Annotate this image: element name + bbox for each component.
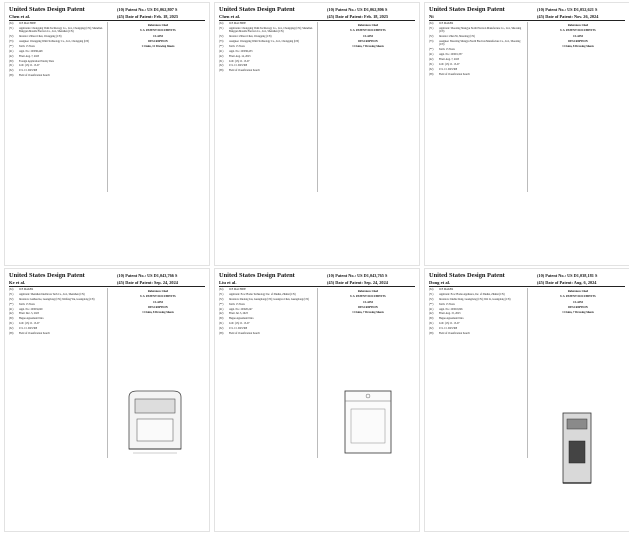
field-code: (73) [429,39,434,43]
field-code: (**) [219,44,224,48]
field-value: Field of Classification Search [229,332,260,336]
patent-number-value: US D1,038,181 S [567,273,598,278]
date-value: Sep. 24, 2024 [154,279,178,285]
field-code: (58) [429,72,434,76]
bibliographic-field [219,317,313,320]
drawing-sheets-caption: 1 Claim, 12 Drawing Sheets [141,45,175,49]
bibliographic-field [429,68,523,71]
claim-heading: CLAIM [153,34,163,38]
field-code: (30) [429,317,434,321]
right-column [531,22,625,50]
date-label: (45) Date of Patent: [537,13,574,19]
patent-number-label: (10) Patent No.: [537,7,568,12]
field-code: (72) [429,35,434,39]
field-value: Field of Classification Search [229,69,260,73]
drawing-sheets-caption: 1 Claim, 7 Drawing Sheets [352,311,384,315]
field-code: (51) [9,322,14,326]
bibliographic-field [219,298,313,301]
figure-line [137,419,173,441]
bibliographic-field [219,322,313,325]
inventor-name: Chen et al. [9,13,31,19]
bibliographic-field [9,55,103,58]
drawing-sheets-caption: 1 Claim, 7 Drawing Sheets [562,311,594,315]
claim-heading: CLAIM [153,300,163,304]
field-code: (52) [9,327,14,331]
field-value: Field of Classification Search [19,332,50,336]
patent-title: United States Design Patent [9,272,85,279]
bibliographic-field [219,64,313,67]
patent-number-value: US D1,043,765 S [357,273,388,278]
field-value: LOC (15) Cl. 15-07 [19,322,40,326]
references-heading: References Cited [147,290,169,293]
patent-number [537,7,597,12]
bibliographic-field [219,55,313,58]
field-code: (**) [219,302,224,306]
field-code: (**) [429,48,434,52]
field-value: U.S. Cl. D23/308 [229,327,248,331]
patent-title: United States Design Patent [429,6,505,13]
field-value: ICE MAKER [439,288,454,291]
us-patent-docs-heading: U.S. PATENT DOCUMENTS [140,29,176,33]
bibliographic-field [219,40,313,43]
field-code: (72) [219,297,224,301]
left-column [9,288,103,337]
bibliographic-field [429,53,523,56]
field-value: Foreign Application Priority Data [19,59,54,63]
field-value: ICE MACHINE [19,22,36,25]
field-code: (71) [219,26,224,30]
date-label: (45) Date of Patent: [537,279,574,285]
patent-number-label: (10) Patent No.: [537,273,568,278]
description-heading: DESCRIPTION [358,305,378,309]
right-column [321,22,415,50]
field-value: ICE MAKER [19,288,34,291]
design-figure [341,387,395,457]
column-divider [107,22,108,192]
bibliographic-field [219,308,313,311]
us-patent-docs-heading: U.S. PATENT DOCUMENTS [560,29,596,33]
date-label: (45) Date of Patent: [117,13,154,19]
figure-line [567,419,587,429]
field-code: (72) [9,297,14,301]
figure-line [135,399,175,413]
bibliographic-field [429,27,523,34]
field-value: Term: 15 Years [229,44,245,48]
bibliographic-field [219,50,313,53]
bibliographic-field [429,58,523,61]
field-value: Filed: Aug. 14, 2023 [229,54,251,58]
column-divider [107,288,108,458]
patent-number-label: (10) Patent No.: [327,7,358,12]
field-value: Term: 15 Years [439,302,455,306]
description-heading: DESCRIPTION [148,39,168,43]
field-value: Inventor: Zhiwei Chen, Chongqing (CN) [229,35,272,39]
bibliographic-field [219,22,313,25]
bibliographic-field [429,63,523,66]
field-value: Appl. No.: 29/920,247 [229,307,253,311]
references-heading: References Cited [567,290,589,293]
bibliographic-field [429,327,523,330]
bibliographic-field [9,27,103,34]
references-heading: References Cited [567,24,589,27]
field-value: Hague Agreement Data [19,317,44,321]
field-value: Term: 15 Years [229,302,245,306]
us-patent-docs-heading: U.S. PATENT DOCUMENTS [350,29,386,33]
bibliographic-field [219,303,313,306]
bibliographic-field [9,317,103,320]
patent-number-label: (10) Patent No.: [117,273,148,278]
field-code: (30) [9,317,14,321]
field-value: Applicant: Ecoc Home Technology Inc. of Zhuhai, Zhuhai (CN) [229,292,296,296]
field-value: ICE MACHINE [229,288,246,291]
field-code: (58) [219,332,224,336]
us-patent-docs-heading: U.S. PATENT DOCUMENTS [140,295,176,299]
patent-number-value: US D1,062,806 S [357,7,388,12]
field-code: (22) [429,312,434,316]
inventor-name: Ke et al. [9,279,26,285]
left-column [429,22,523,78]
bibliographic-field [9,45,103,48]
bibliographic-field [9,74,103,77]
bibliographic-field [9,35,103,38]
left-column [429,288,523,337]
field-value: Hague Agreement Data [229,317,254,321]
drawing-sheets-caption: 1 Claim, 8 Drawing Sheets [142,311,174,315]
field-code: (73) [9,39,14,43]
field-code: (**) [9,44,14,48]
field-code: (21) [9,49,14,53]
field-code: (22) [219,54,224,58]
field-code: (73) [219,39,224,43]
field-code: (52) [219,64,224,68]
field-code: (21) [429,53,434,57]
field-value: Appl. No.: 29/910,826 [439,307,463,311]
field-code: (54) [219,288,224,291]
patent-title: United States Design Patent [219,272,295,279]
date-label: (45) Date of Patent: [117,279,154,285]
field-value: Filed: Dec. 5, 2023 [19,312,39,316]
bibliographic-field [9,312,103,315]
patent-number [327,7,387,12]
field-code: (51) [429,62,434,66]
inventor-name: Chen et al. [219,13,241,19]
field-value: Applicant: Shaoxing Shangyu North Electron Manufacture Co., Ltd., Shaoxing (CN) [439,26,522,34]
patent-title: United States Design Patent [219,6,295,13]
field-code: (54) [429,22,434,25]
field-code: (72) [9,35,14,39]
field-value: Applicants: Chongqing Wuhi Technology Co., Ltd., Chongqing (CN); Shenzhen Bangqun Moulds Electron Co., Ltd., Shenzhen (CN) [229,26,313,34]
field-value: Term: 15 Years [19,44,35,48]
references-heading: References Cited [357,24,379,27]
field-code: (54) [219,22,224,25]
bibliographic-field [429,303,523,306]
field-code: (21) [429,307,434,311]
field-code: (58) [9,74,14,78]
claim-heading: CLAIM [363,34,373,38]
field-value: Appl. No.: 29/936,448 [19,49,43,53]
field-value: Term: 15 Years [19,302,35,306]
bibliographic-field [429,322,523,325]
bibliographic-field [219,327,313,330]
field-code: (21) [219,307,224,311]
bibliographic-field [429,35,523,38]
inventor-name: Dong et al. [429,279,451,285]
date-label: (45) Date of Patent: [327,13,364,19]
field-value: U.S. Cl. D23/308 [19,69,38,73]
field-code: (22) [219,312,224,316]
bibliographic-field [219,288,313,291]
references-heading: References Cited [357,290,379,293]
patent-title: United States Design Patent [429,272,505,279]
field-code: (51) [429,322,434,326]
patent-number [117,7,177,12]
us-patent-docs-heading: U.S. PATENT DOCUMENTS [560,295,596,299]
left-column [9,22,103,79]
bibliographic-field [9,303,103,306]
patent-number-label: (10) Patent No.: [327,273,358,278]
patent-number [327,273,387,278]
bibliographic-field [9,64,103,67]
bibliographic-field [9,322,103,325]
patent-header [9,6,205,21]
field-value: Term: 15 Years [439,48,455,52]
patent-number-value: US D1,062,807 S [147,7,178,12]
field-code: (**) [9,302,14,306]
field-code: (54) [9,288,14,291]
field-value: LOC (15) Cl. 15-07 [439,62,460,66]
claim-heading: CLAIM [573,34,583,38]
bibliographic-field [9,288,103,291]
field-value: Applicant: Ecoc Home Appliance, Inc. of Zhuhai, Zhuhai (CN) [439,292,505,296]
field-value: ICE MAKER [439,22,454,25]
patent-date [327,14,388,19]
field-code: (54) [429,288,434,291]
field-code: (52) [429,67,434,71]
patent-date [117,280,178,285]
field-value: Field of Classification Search [439,332,470,336]
bibliographic-field [429,317,523,320]
bibliographic-field [429,288,523,291]
field-value: LOC (15) Cl. 15-07 [229,59,250,63]
references-heading: References Cited [147,24,169,27]
field-code: (58) [219,69,224,73]
field-code: (71) [9,292,14,296]
date-value: Nov. 26, 2024 [574,13,599,19]
patent-header [429,272,625,287]
patent-number [537,273,597,278]
patent-page [4,268,210,532]
patent-date [537,280,596,285]
field-value: Filed: Aug. 7, 2023 [19,54,40,58]
field-code: (52) [429,327,434,331]
field-code: (51) [9,64,14,68]
description-heading: DESCRIPTION [148,305,168,309]
patent-date [117,14,178,19]
patent-page [424,268,629,532]
field-value: Hague Agreement Data [439,317,464,321]
right-column [321,288,415,316]
patent-number-label: (10) Patent No.: [117,7,148,12]
field-code: (52) [9,69,14,73]
bibliographic-field [429,73,523,76]
bibliographic-field [9,332,103,335]
field-code: (**) [429,302,434,306]
field-value: Appl. No.: 29/919,629 [19,307,43,311]
field-code: (22) [429,57,434,61]
column-divider [317,22,318,192]
field-code: (21) [9,307,14,311]
bibliographic-field [9,69,103,72]
patent-date [537,14,598,19]
bibliographic-field [9,60,103,63]
bibliographic-field [9,298,103,301]
description-heading: DESCRIPTION [568,305,588,309]
field-value: U.S. Cl. D23/308 [19,327,38,331]
bibliographic-field [9,22,103,25]
patent-title: United States Design Patent [9,6,85,13]
field-value: Filed: Jul. 5, 2023 [229,312,248,316]
field-code: (51) [219,59,224,63]
field-value: Filed: Aug. 15, 2023 [439,312,461,316]
field-value: LOC (15) Cl. 15-07 [439,322,460,326]
field-code: (51) [219,322,224,326]
field-value: Assignee: Chongqing Wuhi Technology Co., Ltd., Chongqing (CN) [229,39,300,43]
bibliographic-field [9,308,103,311]
column-divider [317,288,318,458]
field-code: (58) [9,332,14,336]
bibliographic-field [219,45,313,48]
figure-line [569,441,585,463]
field-value: Inventor: Zhiwei Chen, Chongqing (CN) [19,35,62,39]
date-value: Feb. 18, 2025 [364,13,389,19]
bibliographic-field [9,293,103,296]
field-value: Field of Classification Search [19,74,50,78]
patent-header [9,272,205,287]
bibliographic-field [219,35,313,38]
bibliographic-field [9,40,103,43]
bibliographic-field [429,308,523,311]
field-code: (71) [429,292,434,296]
figure-line [345,391,391,453]
field-value: U.S. Cl. D23/308 [439,67,458,71]
description-heading: DESCRIPTION [568,39,588,43]
field-code: (71) [9,26,14,30]
field-code: (22) [9,312,14,316]
field-value: Inventor: Zhen Ni, Shaoxing (CN) [439,35,475,39]
column-divider [527,22,528,192]
date-value: Feb. 18, 2025 [154,13,179,19]
bibliographic-field [429,22,523,25]
column-divider [527,288,528,458]
date-value: Aug. 6, 2024 [573,279,597,285]
patent-page [214,2,420,266]
field-code: (58) [429,332,434,336]
field-value: Applicants: Chongqing Wuhi Technology Co., Ltd., Chongqing (CN); Shenzhen Bangqun Moulds Electron Co., Ltd., Shenzhen (CN) [19,26,103,34]
patent-page [214,268,420,532]
patent-header [219,272,415,287]
bibliographic-field [429,298,523,301]
field-value: Field of Classification Search [439,72,470,76]
patent-page [424,2,629,266]
bibliographic-field [219,332,313,335]
field-value: Inventors: Jinzhu Dong, Guangdong (CN); Wei Li, Guangdong (CN) [439,297,511,301]
drawing-sheets-caption: 1 Claim, 7 Drawing Sheets [352,45,384,49]
field-value: Inventors: Rudong Liu, Guangdong (CN); Guangwu Chen, Guangdong (CN) [229,297,309,301]
inventor-name: Liu et al. [219,279,237,285]
field-value: LOC (15) Cl. 15-07 [229,322,250,326]
claim-heading: CLAIM [363,300,373,304]
field-value: Inventors: Guihua Ke, Guangdong (CN); Weifang Wu, Guangdong (CN) [19,297,95,301]
field-value: Applicant: Shenzhen Intellicare Tech Co., Ltd., Shenzhen (CN) [19,292,85,296]
field-value: Assignee: Chongqing Wuhi Technology Co., Ltd., Chongqing (CN) [19,39,90,43]
field-value: ICE MACHINE [229,22,246,25]
field-value: U.S. Cl. D23/308 [229,64,248,68]
field-value: LOC (15) Cl. 15-07 [19,64,40,68]
bibliographic-field [429,40,523,47]
design-figure [557,411,597,487]
patent-page [4,2,210,266]
field-value: Filed: Aug. 7, 2023 [439,57,460,61]
design-figure [123,387,187,457]
field-code: (71) [219,292,224,296]
patent-number-value: US D1,052,621 S [567,7,598,12]
bibliographic-field [9,327,103,330]
field-code: (30) [219,317,224,321]
bibliographic-field [429,332,523,335]
field-code: (21) [219,49,224,53]
right-column [111,288,205,316]
patent-number [117,273,177,278]
field-code: (71) [429,26,434,30]
field-code: (22) [9,54,14,58]
patent-header [429,6,625,21]
left-column [219,22,313,74]
bibliographic-field [9,50,103,53]
us-patent-docs-heading: U.S. PATENT DOCUMENTS [350,295,386,299]
drawing-sheets-caption: 1 Claim, 8 Drawing Sheets [562,45,594,49]
right-column [111,22,205,50]
bibliographic-field [219,293,313,296]
claim-heading: CLAIM [573,300,583,304]
patent-number-value: US D1,043,766 S [147,273,178,278]
bibliographic-field [219,69,313,72]
description-heading: DESCRIPTION [358,39,378,43]
right-column [531,288,625,316]
field-code: (52) [219,327,224,331]
field-value: U.S. Cl. D23/308 [439,327,458,331]
bibliographic-field [429,293,523,296]
field-value: Assignee: Shaoxing Shangyu North Electron Manufacture Co., Ltd., Shaoxing (CN) [439,39,521,47]
field-value: Appl. No.: 29/936,453 [229,49,253,53]
field-code: (30) [9,59,14,63]
field-code: (72) [219,35,224,39]
field-code: (54) [9,22,14,25]
left-column [219,288,313,337]
bibliographic-field [219,60,313,63]
bibliographic-field [219,27,313,34]
date-label: (45) Date of Patent: [327,279,364,285]
bibliographic-field [429,312,523,315]
field-value: Appl. No.: 29/901,357 [439,53,463,57]
patent-date [327,280,388,285]
field-code: (72) [429,297,434,301]
date-value: Sep. 24, 2024 [364,279,388,285]
inventor-name: Ni [429,13,434,19]
bibliographic-field [429,48,523,51]
patent-header [219,6,415,21]
bibliographic-field [219,312,313,315]
